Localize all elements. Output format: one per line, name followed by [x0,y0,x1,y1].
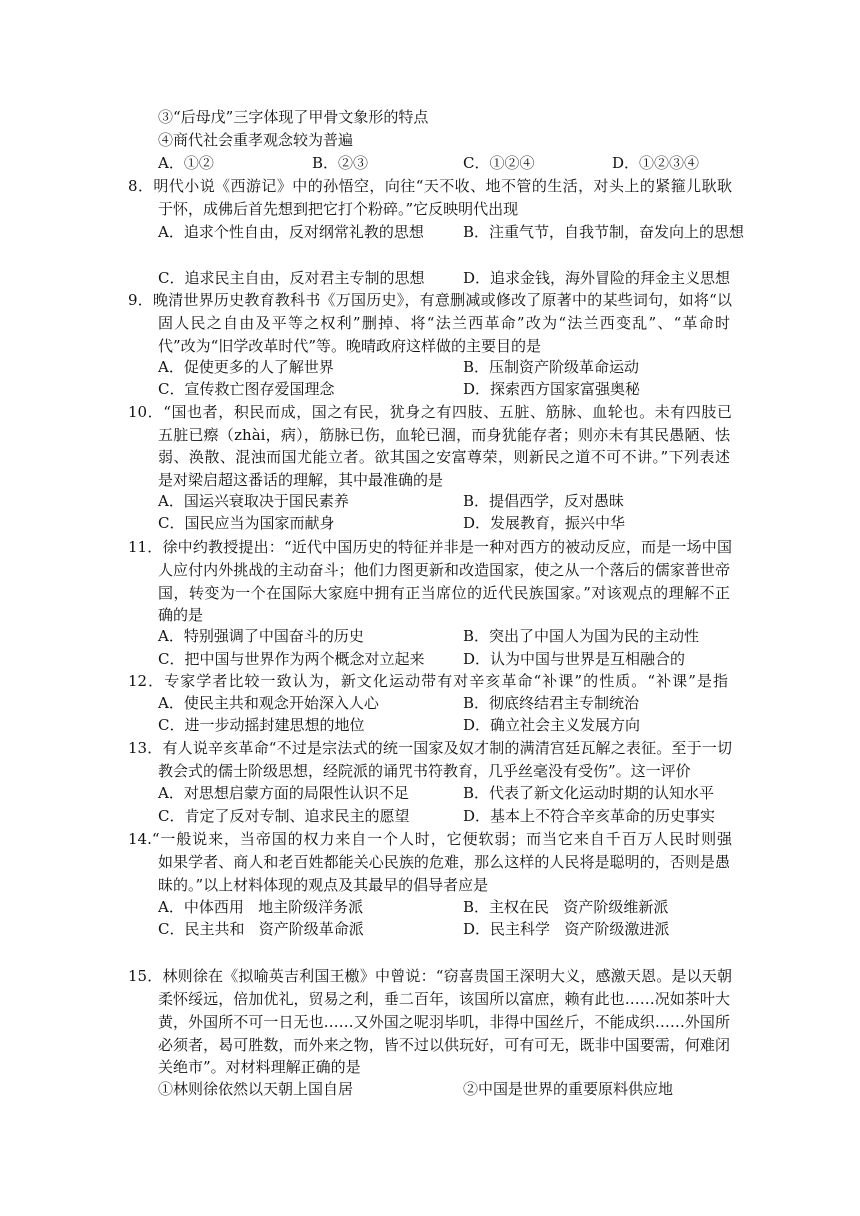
q12-option-d: D．确立社会主义发展方向 [463,716,641,734]
q12-stem-line-1: 12．专家学者比较一致认为，新文化运动带有对辛亥革命“补课”的性质。“补课”是指 [128,672,728,690]
q15-stem-line-1: 15．林则徐在《拟喻英吉利国王檄》中曾说：“窃喜贵国王深明大义，感激天恩。是以天朝 [128,967,732,985]
q14-stem-line-1: 14.“一般说来，当帝国的权力来自一个人时，它便软弱；而当它来自千百万人民时则强 [128,830,732,848]
q7-option-b: B．②③ [312,154,369,172]
q13-stem-line-1: 13．有人说辛亥革命“不过是宗法式的统一国家及奴才制的满清宫廷瓦解之表征。至于一切 [128,739,732,757]
q9-option-b: B．压制资产阶级革命运动 [463,358,640,376]
q9-option-a: A．促使更多的人了解世界 [158,358,334,376]
q10-stem-line-3: 弱、涣散、混浊而国尤能立者。欲其国之安富尊荣，则新民之道不可不讲。”下列表述 [158,448,730,466]
q8-option-a: A．追求个性自由，反对纲常礼教的思想 [158,223,424,241]
q9-stem-line-2: 固人民之自由及平等之权利”删掉、将“法兰西革命”改为“法兰西变乱”、“革命时 [158,314,730,332]
q10-option-b: B．提倡西学，反对愚昧 [463,492,625,510]
q14-option-b: B．主权在民 资产阶级维新派 [463,898,669,916]
q14-option-c: C．民主共和 资产阶级革命派 [158,920,364,938]
q13-stem-line-2: 教会式的儒士阶级思想，经院派的诵咒书符教育，几乎丝毫没有受伤”。这一评价 [158,762,691,780]
q10-stem-line-2: 五脏已瘵（zhài，病），筋脉已伤，血轮已涸，而身犹能存者；则亦未有其民愚陋、怯 [158,426,730,444]
q10-option-a: A．国运兴衰取决于国民素养 [158,492,349,510]
q14-option-d: D．民主科学 资产阶级激进派 [463,920,670,938]
q13-option-b: B．代表了新文化运动时期的认知水平 [463,784,715,802]
q8-stem-line-1: 8．明代小说《西游记》中的孙悟空，向往“天不收、地不管的生活，对头上的紧箍儿耿耿 [128,177,732,195]
q11-option-c: C．把中国与世界作为两个概念对立起来 [158,650,425,668]
q9-stem-line-1: 9．晚清世界历史教育教科书《万国历史》，有意删减或修改了原著中的某些词句，如将“以 [128,291,732,309]
q14-stem-line-2: 如果学者、商人和老百姓都能关心民族的危难，那么这样的人民将是聪明的，否则是愚 [158,853,730,871]
q13-option-c: C．肯定了反对专制、追求民主的愿望 [158,807,410,825]
q7-option-d: D．①②③④ [612,154,700,172]
q11-stem-line-3: 国，转变为一个在国际大家庭中拥有正当席位的近代民族国家。”对该观点的理解不正 [158,584,730,602]
q11-option-d: D．认为中国与世界是互相融合的 [463,650,686,668]
q15-stem-line-4: 必须者，曷可胜数，而外来之物，皆不过以供玩好，可有可无，既非中国要需，何难闭 [158,1036,730,1054]
q10-option-d: D．发展教育，振兴中华 [463,514,626,532]
q9-stem-line-3: 代”改为“旧学改革时代”等。晚晴政府这样做的主要目的是 [158,337,542,355]
q11-option-a: A．特别强调了中国奋斗的历史 [158,627,364,645]
q8-option-b: B．注重气节，自我节制，奋发向上的思想 [463,223,745,241]
q11-stem-line-4: 确的是 [158,606,204,624]
q8-option-c: C．追求民主自由，反对君主专制的思想 [158,269,425,287]
q7-option-c: C．①②④ [463,154,535,172]
q15-statement-2: ②中国是世界的重要原料供应地 [463,1080,674,1098]
q7-option-a: A．①② [158,154,214,172]
q8-stem-line-2: 于怀，成佛后首先想到把它打个粉碎。”它反映明代出现 [158,200,519,218]
q12-option-c: C．进一步动摇封建思想的地位 [158,716,365,734]
q8-option-d: D．追求金钱，海外冒险的拜金主义思想 [463,269,731,287]
q10-stem-line-1: 10．“国也者，积民而成，国之有民，犹身之有四肢、五脏、筋脉、血轮也。未有四肢已 [128,403,732,421]
q11-option-b: B．突出了中国人为国为民的主动性 [463,627,700,645]
q10-stem-line-4: 是对梁启超这番话的理解，其中最准确的是 [158,471,444,489]
q11-stem-line-1: 11．徐中约教授提出：“近代中国历史的特征并非是一种对西方的被动反应，而是一场中国 [128,538,732,556]
q12-option-a: A．使民主共和观念开始深入人心 [158,694,379,712]
q14-stem-line-3: 昧的。”以上材料体现的观点及其最早的倡导者应是 [158,876,489,894]
q7-statement-4: ④商代社会重孝观念较为普遍 [158,131,354,149]
q7-statement-3: ③“后母戊”三字体现了甲骨文象形的特点 [158,108,429,126]
q12-option-b: B．彻底终结君主专制统治 [463,694,640,712]
q11-stem-line-2: 人应付内外挑战的主动奋斗；他们力图更新和改造国家，使之从一个落后的儒家普世帝 [158,561,730,579]
q10-option-c: C．国民应当为国家而献身 [158,514,335,532]
q15-stem-line-5: 关绝市”。对材料理解正确的是 [158,1058,361,1076]
q9-option-c: C．宣传救亡图存爱国理念 [158,380,335,398]
q9-option-d: D．探索西方国家富强奥秘 [463,380,641,398]
q15-stem-line-3: 黄，外国所不可一日无也……又外国之呢羽毕叽，非得中国丝斤，不能成织……外国所 [158,1013,730,1031]
q15-stem-line-2: 柔怀绥远，倍加优礼，贸易之利，垂二百年，该国所以富庶，赖有此也……况如茶叶大 [158,990,730,1008]
q14-option-a: A．中体西用 地主阶级洋务派 [158,898,364,916]
q13-option-d: D．基本上不符合辛亥革命的历史事实 [463,807,716,825]
q13-option-a: A．对思想启蒙方面的局限性认识不足 [158,784,409,802]
q15-statement-1: ①林则徐依然以天朝上国自居 [158,1080,354,1098]
